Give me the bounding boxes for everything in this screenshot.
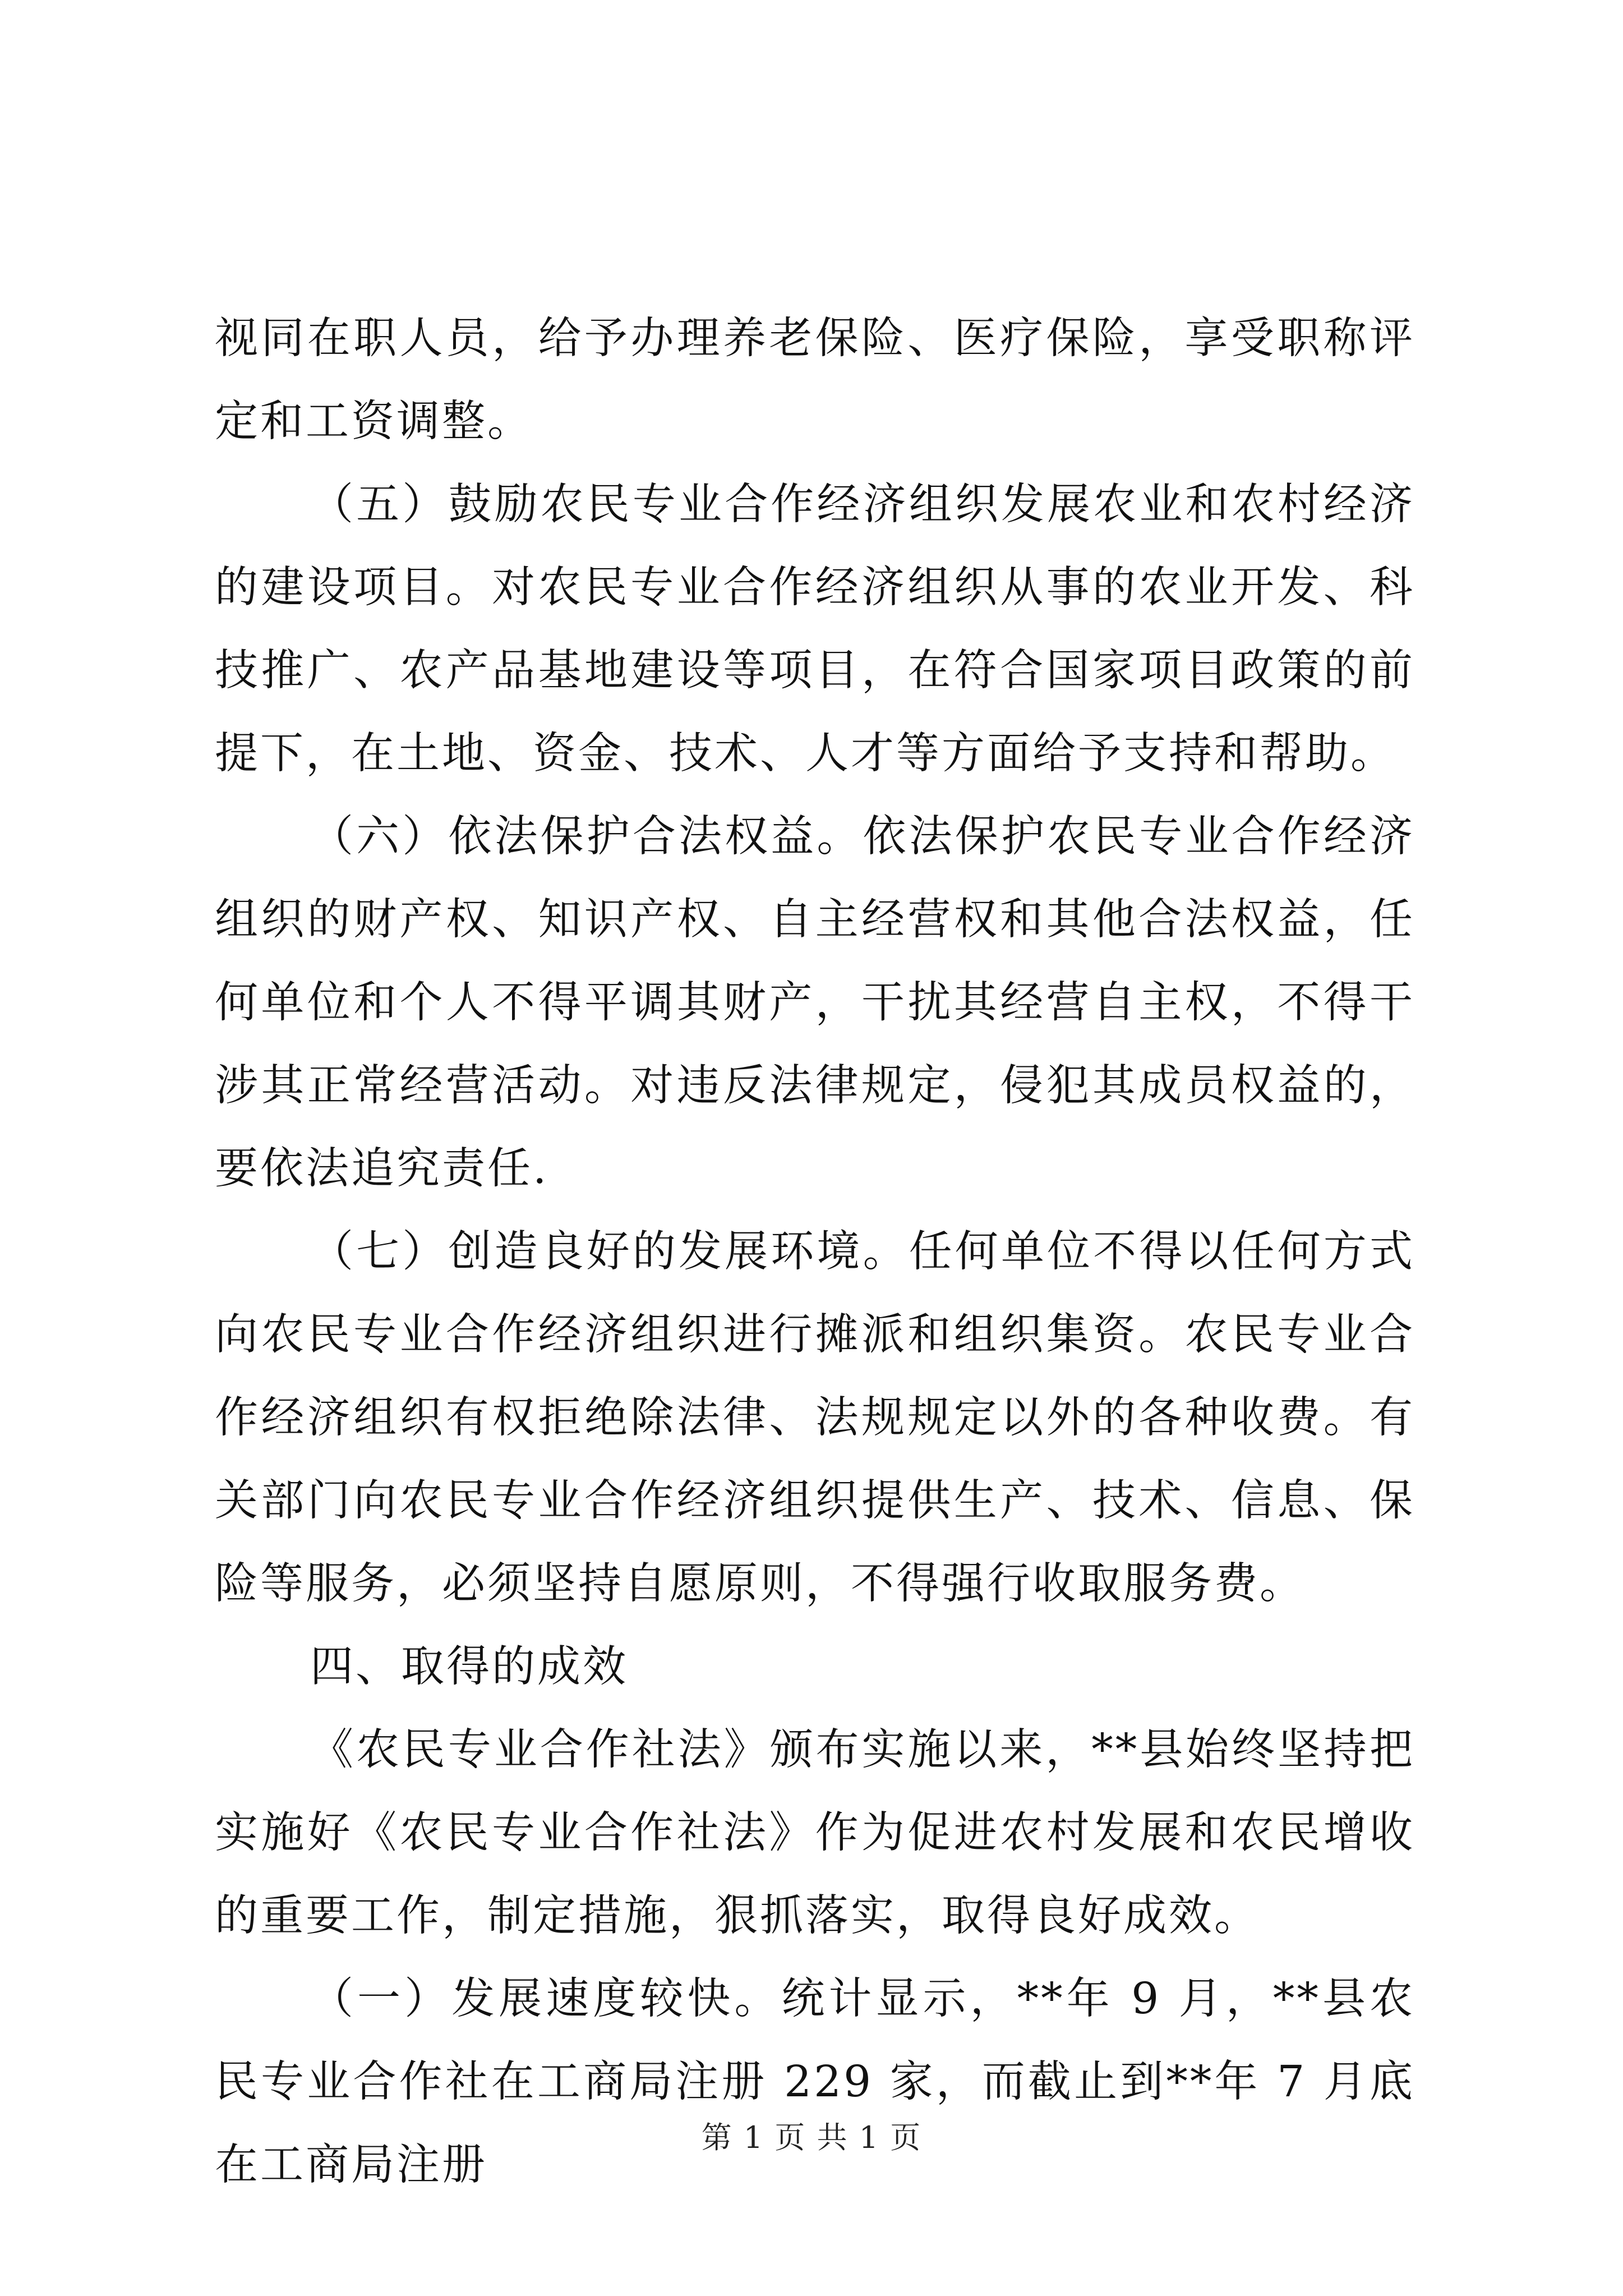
paragraph-2: （五）鼓励农民专业合作经济组织发展农业和农村经济的建设项目。对农民专业合作经济组织从事的农业开发、科技推广、农产品基地建设等项目，在符合国家项目政策的前提下，在土地、资金、技术、人才等方面给予支持和帮助。	[215, 480, 1415, 779]
page-footer: 第 1 页 共 1 页	[701, 2120, 922, 2155]
paragraph-5: 《农民专业合作社法》颁布实施以来，**县始终坚持把实施好《农民专业合作社法》作为促进农村发展和农民增收的重要工作，制定措施，狠抓落实，取得良好成效。	[215, 1725, 1415, 1941]
paragraph-4: （七）创造良好的发展环境。任何单位不得以任何方式向农民专业合作经济组织进行摊派和组织集资。农民专业合作经济组织有权拒绝除法律、法规规定以外的各种收费。有关部门向农民专业合作经济组织提供生产、技术、信息、保险等服务，必须坚持自愿原则，不得强行收取服务费。	[215, 1227, 1415, 1609]
paragraph-1: 视同在职人员，给予办理养老保险、医疗保险，享受职称评定和工资调整。	[215, 314, 1415, 447]
section-heading: 四、取得的成效	[310, 1642, 628, 1692]
document-body	[215, 297, 1415, 2207]
paragraph-6: （一）发展速度较快。统计显示，**年 9 月，**县农民专业合作社在工商局注册 229 家，而截止到**年 7 月底在工商局注册	[215, 1974, 1415, 2190]
paragraph-3: （六）依法保护合法权益。依法保护农民专业合作经济组织的财产权、知识产权、自主经营权和其他合法权益，任何单位和个人不得平调其财产，干扰其经营自主权，不得干涉其正常经营活动。对违反法律规定，侵犯其成员权益的，要依法追究责任.	[215, 812, 1415, 1194]
